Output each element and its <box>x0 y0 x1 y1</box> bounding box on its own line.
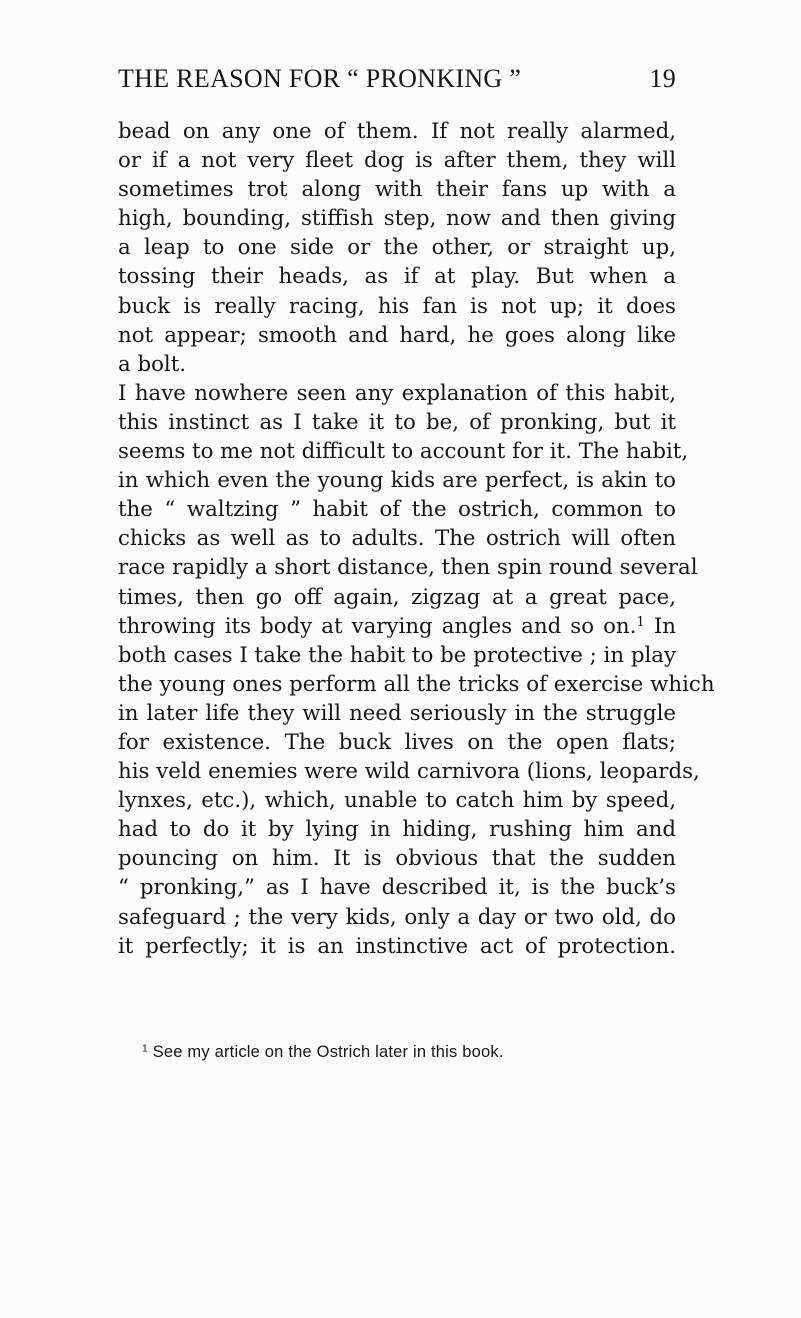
text-line: both cases I take the habit to be protective ; in play <box>118 642 676 668</box>
text-line-fragment: throwing its body at varying angles and so on. <box>118 613 637 639</box>
text-line: sometimes trot along with their fans up with a <box>118 177 676 203</box>
text-line: bead on any one of them. If not really alarmed, <box>118 119 676 144</box>
text-line: in which even the young kids are perfect, is akin to <box>118 468 676 494</box>
text-line: for existence. The buck lives on the open flats; <box>118 729 676 755</box>
text-line: in later life they will need seriously in the struggle <box>118 700 676 726</box>
text-line: buck is really racing, his fan is not up; it does <box>118 293 676 319</box>
footnote <box>142 1043 676 1062</box>
footnote-reference: 1 <box>636 614 645 630</box>
page-number: 19 <box>649 64 676 93</box>
text-line-with-footnote-ref <box>118 612 676 641</box>
text-line: high, bounding, stiffish step, now and then giving <box>118 206 676 232</box>
text-line: safeguard ; the very kids, only a day or two old, do <box>118 904 676 930</box>
body-text <box>118 117 715 961</box>
text-line-fragment: In <box>653 613 676 639</box>
running-head-title: THE REASON FOR “ PRONKING ” <box>118 64 522 93</box>
text-line: pouncing on him. It is obvious that the sudden <box>118 846 676 872</box>
text-line: the “ waltzing ” habit of the ostrich, common to <box>118 497 676 523</box>
text-line: his veld enemies were wild carnivora (lions, leopards, <box>118 759 700 785</box>
text-line: not appear; smooth and hard, he goes along like <box>118 322 676 348</box>
text-line: it perfectly; it is an instinctive act of protection. <box>118 933 676 959</box>
text-line: I have nowhere seen any explanation of this habit, <box>118 380 676 406</box>
footnote-text: See my article on the Ostrich later in this book. <box>152 1043 504 1061</box>
text-line: tossing their heads, as if at play. But when a <box>118 264 676 290</box>
text-line: the young ones perform all the tricks of exercise which <box>118 671 715 697</box>
text-line: a bolt. <box>118 351 187 377</box>
text-line: seems to me not difficult to account for it. The habit, <box>118 439 689 465</box>
text-line: “ pronking,” as I have described it, is the buck’s <box>118 875 676 901</box>
text-line: times, then go off again, zigzag at a great pace, <box>118 584 676 610</box>
footnote-marker: 1 <box>142 1043 148 1055</box>
running-head <box>118 64 676 98</box>
text-line: chicks as well as to adults. The ostrich will often <box>118 526 676 552</box>
text-line: lynxes, etc.), which, unable to catch him by speed, <box>118 788 676 814</box>
text-line: this instinct as I take it to be, of pronking, but it <box>118 409 676 435</box>
text-line: or if a not very fleet dog is after them, they will <box>118 148 676 174</box>
text-line: a leap to one side or the other, or straight up, <box>118 235 676 261</box>
text-line: had to do it by lying in hiding, rushing him and <box>118 817 676 843</box>
text-line: race rapidly a short distance, then spin round several <box>118 555 698 581</box>
